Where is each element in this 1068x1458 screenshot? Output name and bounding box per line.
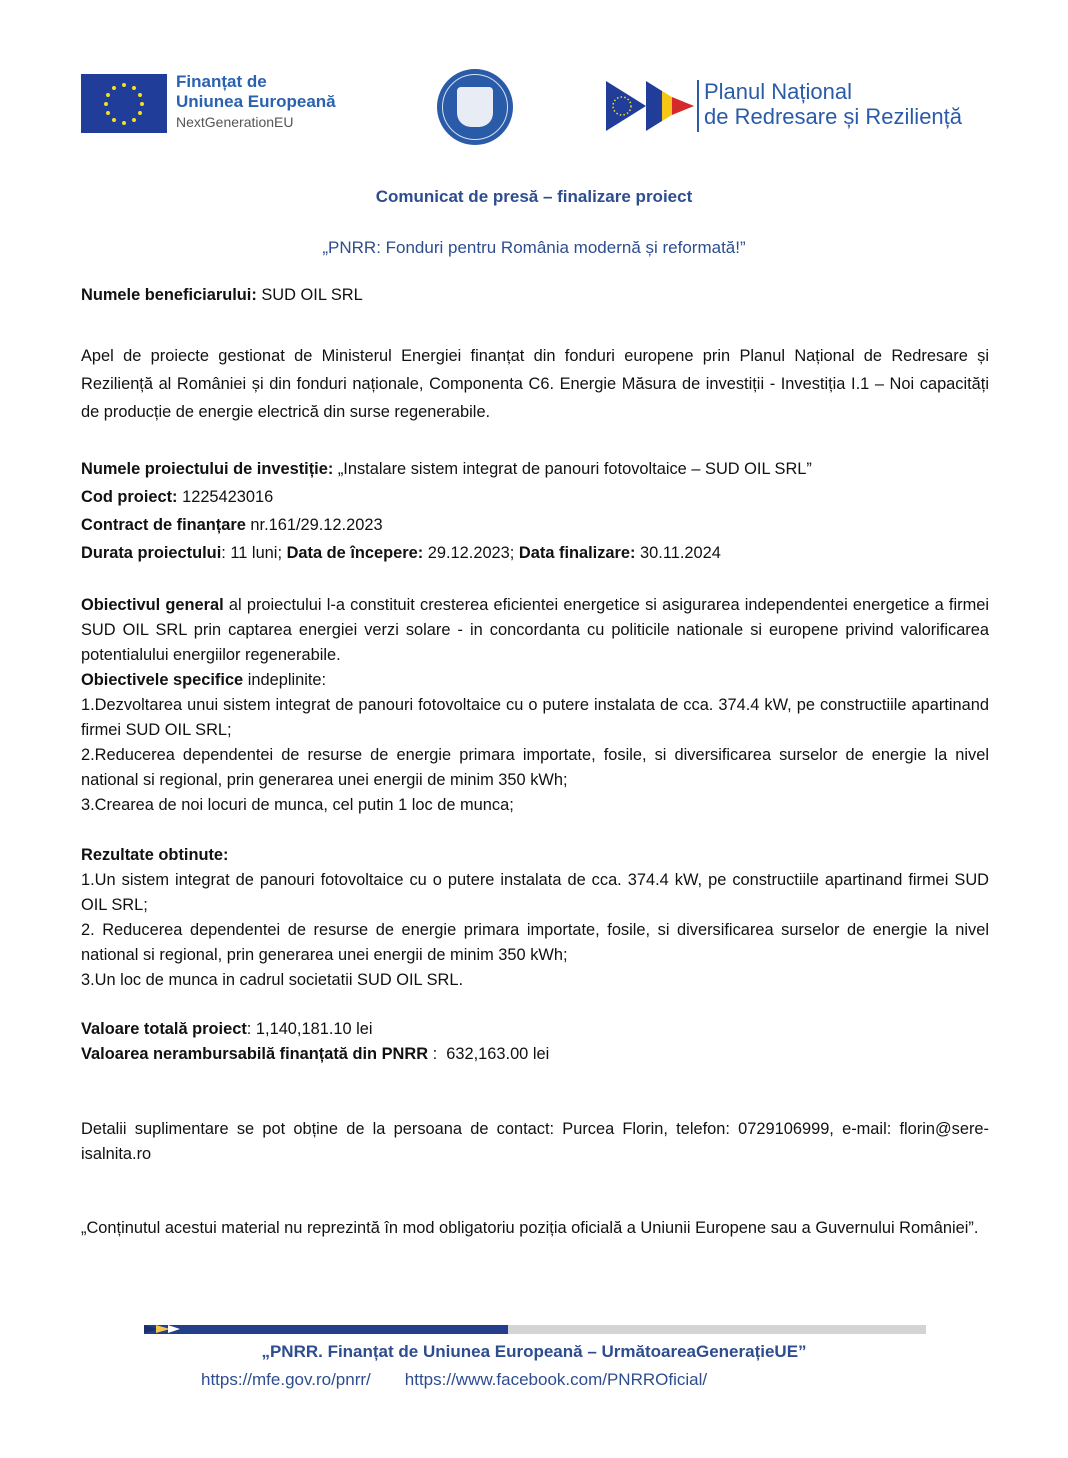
objectives-section [81, 593, 989, 818]
duration-value: : 11 luni; [221, 544, 287, 562]
eu-logo-line1: Finanțat de [176, 72, 267, 91]
general-objective-label: Obiectivul general [81, 596, 224, 614]
project-values [81, 1017, 989, 1067]
project-name-value: „Instalare sistem integrat de panouri fotovoltaice – SUD OIL SRL” [333, 460, 812, 478]
contract-value: nr.161/29.12.2023 [245, 516, 383, 534]
result-item: 3.Un loc de munca in cadrul societatii SUD OIL SRL. [81, 971, 464, 989]
project-code-value: 1225423016 [177, 488, 274, 506]
page-subtitle: „PNRR: Fonduri pentru România modernă și reformată!” [322, 238, 746, 257]
results-label: Rezultate obtinute: [81, 846, 229, 864]
general-objective [81, 593, 989, 668]
project-code-line [81, 483, 989, 511]
eu-flag-icon [81, 74, 167, 133]
footer-links [201, 1370, 707, 1390]
result-item: 1.Un sistem integrat de panouri fotovoltaice cu o putere instalata de cca. 374.4 kW, pe constructiile apartinand firmei SUD OIL SRL; [81, 871, 989, 914]
specific-objectives-heading [81, 668, 989, 693]
disclaimer-text: „Conținutul acestui material nu reprezintă în mod obligatoriu poziția oficială a Uniunii Europene sau a Guvernului României”. [81, 1219, 979, 1237]
footer-arrow-icon [168, 1325, 180, 1333]
specific-objective-item: 3.Crearea de noi locuri de munca, cel putin 1 loc de munca; [81, 796, 514, 814]
results-section [81, 843, 989, 993]
result-item: 2. Reducerea dependentei de resurse de energie primara importate, fosile, si diversificarea surselor de energie la nivel national si regional, prin generarea unei energii de minim 350 kWh; [81, 921, 989, 964]
pnrr-logo-divider [697, 80, 699, 132]
romanian-government-seal-icon [437, 69, 513, 145]
general-objective-text: al proiectului l-a constituit cresterea eficientei energetice si asigurarea independentei energetice a firmei SUD OIL SRL prin captarea energiei verzi solare - in concordanta cu politicile nationale si europene privind valorificarea potentialului energiilor regenerabile. [81, 596, 989, 664]
eu-logo-line2: Uniunea Europeană [176, 92, 336, 111]
total-value-label: Valoare totală proiect [81, 1020, 247, 1038]
eu-logo-line3: NextGenerationEU [176, 114, 294, 130]
footer-link-mfe[interactable]: https://mfe.gov.ro/pnrr/ [201, 1370, 371, 1389]
footer-link-facebook[interactable]: https://www.facebook.com/PNRROficial/ [404, 1370, 708, 1389]
pnrr-logo-line1: Planul Național [704, 79, 852, 104]
beneficiary-label: Numele beneficiarului: [81, 286, 257, 304]
results-heading [81, 843, 989, 868]
duration-line [81, 539, 989, 567]
project-name-line [81, 455, 989, 483]
specific-objective-item: 2.Reducerea dependentei de resurse de energie primara importate, fosile, si diversificarea surselor de energie la nivel national si regional, prin generarea unei energii de minim 350 kWh; [81, 746, 989, 789]
page-title: Comunicat de presă – finalizare proiect [375, 187, 693, 206]
footer-slogan: „PNRR. Finanțat de Uniunea Europeană – UrmătoareaGenerațieUE” [261, 1342, 807, 1361]
contact-details: Detalii suplimentare se pot obține de la persoana de contact: Purcea Florin, telefon: 0729106999, e-mail: florin@sere-isalnita.ro [81, 1120, 989, 1163]
specific-objective-item: 1.Dezvoltarea unui sistem integrat de panouri fotovoltaice cu o putere instalata de cca. 374.4 kW, pe constructiile apartinand firmei SUD OIL SRL; [81, 696, 989, 739]
contract-label: Contract de finanțare [81, 516, 246, 534]
specific-objectives-suffix: indeplinite: [243, 671, 327, 689]
project-name-label: Numele proiectului de investiție: [81, 460, 334, 478]
footer-decorative-bar [144, 1325, 926, 1334]
beneficiary-line [81, 286, 989, 305]
eu-funding-logo-text [176, 72, 336, 132]
end-date-label: Data finalizare: [518, 544, 636, 562]
project-info [81, 455, 989, 567]
project-code-label: Cod proiect: [81, 488, 178, 506]
duration-label: Durata proiectului [81, 544, 222, 562]
start-date-label: Data de începere: [286, 544, 424, 562]
total-value-line [81, 1017, 989, 1042]
grant-value-label: Valoarea nerambursabilă finanțată din PNRR [81, 1045, 429, 1063]
specific-objectives-label: Obiectivele specifice [81, 671, 244, 689]
call-description: Apel de proiecte gestionat de Ministerul Energiei finanțat din fonduri europene prin Planul Național de Redresare și Reziliență al României și din fonduri naționale, Componenta C6. Energie Măsura de investiții - Investiția I.1 – Noi capacități de producție de energie electrică din surse regenerabile. [81, 347, 989, 421]
pnrr-logo-text [704, 79, 962, 129]
grant-value-amount: : 632,163.00 lei [428, 1045, 550, 1063]
pnrr-arrows-icon [606, 81, 696, 131]
beneficiary-value: SUD OIL SRL [256, 286, 363, 304]
pnrr-logo-line2: de Redresare și Reziliență [704, 104, 963, 129]
contract-line [81, 511, 989, 539]
start-date-value: 29.12.2023; [423, 544, 519, 562]
total-value-amount: : 1,140,181.10 lei [246, 1020, 373, 1038]
grant-value-line [81, 1042, 989, 1067]
end-date-value: 30.11.2024 [635, 544, 721, 562]
